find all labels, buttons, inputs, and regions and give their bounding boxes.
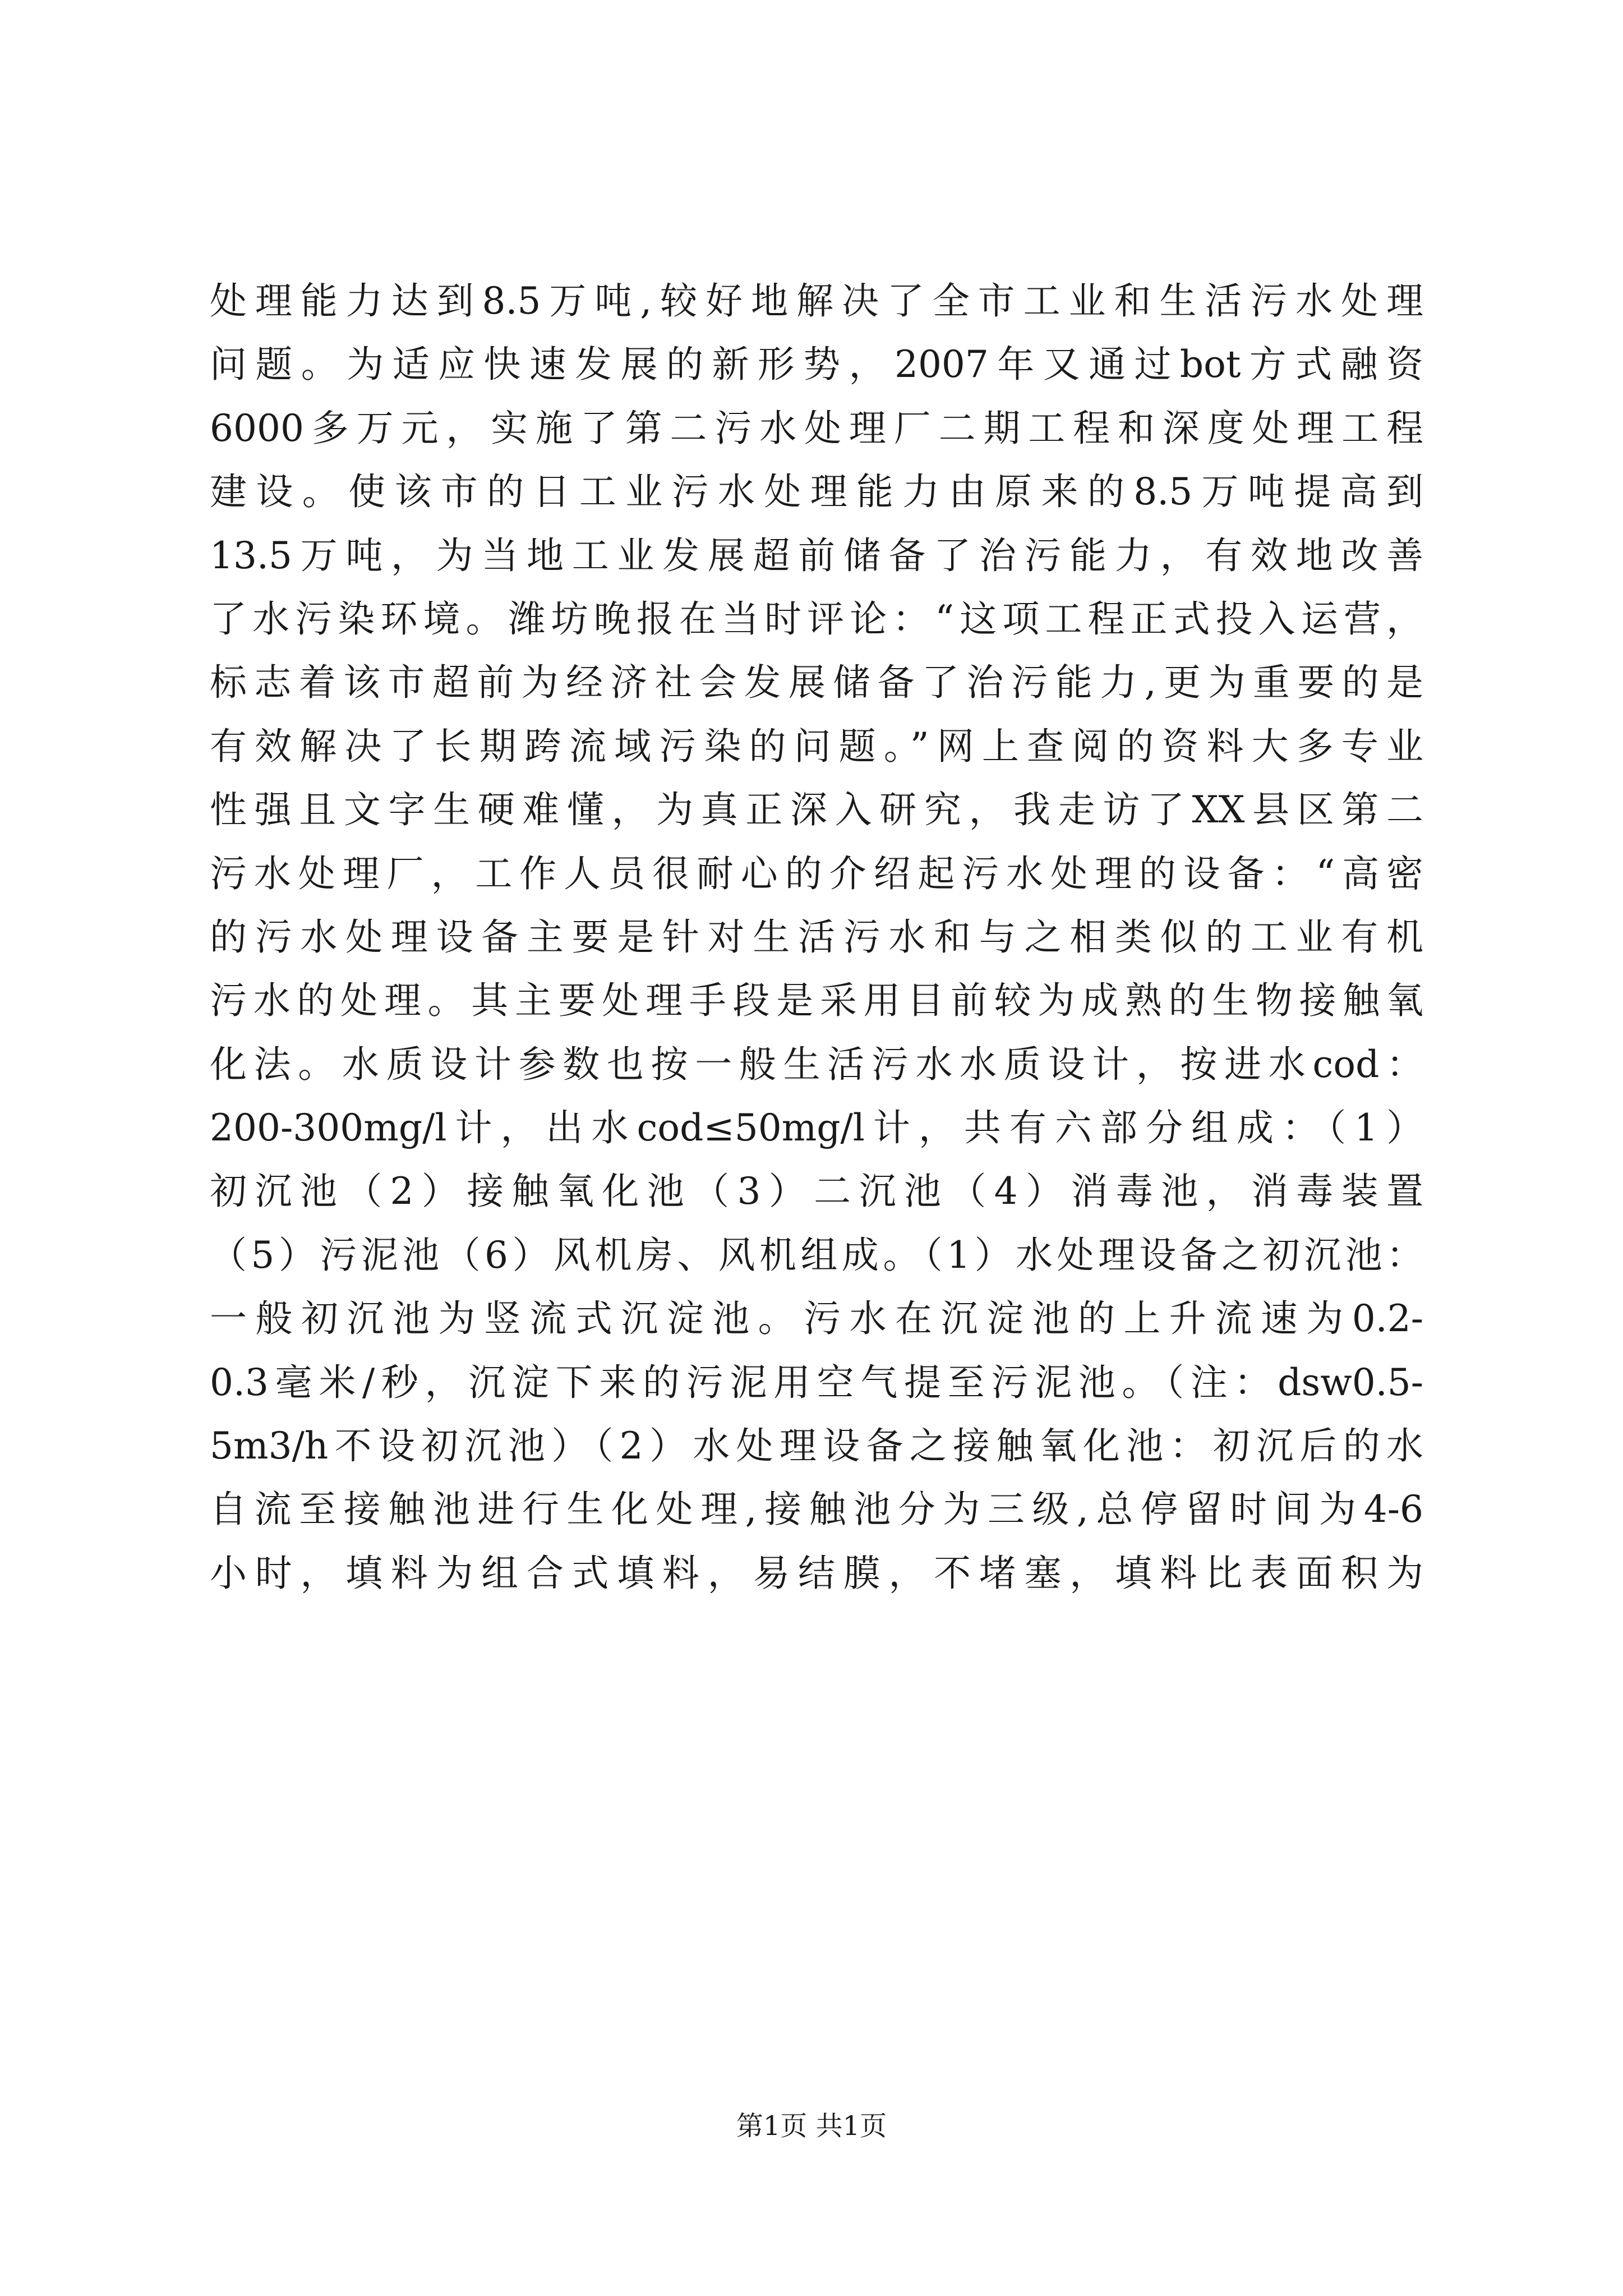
page-number: 第1页 共1页 xyxy=(736,2110,887,2142)
text-line: 0.3毫米/秒，沉淀下来的污泥用空气提至污泥池。（注：dsw0.5- xyxy=(210,1360,1423,1404)
text-line: 化法。水质设计参数也按一般生活污水水质设计，按进水cod： xyxy=(210,1042,1423,1086)
text-line: 自流至接触池进行生化处理,接触池分为三级,总停留时间为4-6 xyxy=(210,1488,1423,1531)
text-line: 污水的处理。其主要处理手段是采用目前较为成熟的生物接触氧 xyxy=(210,979,1423,1023)
text-line: 5m3/h不设初沉池）（2）水处理设备之接触氧化池：初沉后的水 xyxy=(210,1424,1423,1468)
text-line: 有效解决了长期跨流域污染的问题。”网上查阅的资料大多专业 xyxy=(210,724,1423,768)
text-line: 处理能力达到8.5万吨,较好地解决了全市工业和生活污水处理 xyxy=(210,279,1423,323)
text-line: 6000多万元，实施了第二污水处理厂二期工程和深度处理工程 xyxy=(210,406,1423,450)
text-line: （5）污泥池（6）风机房、风机组成。（1）水处理设备之初沉池： xyxy=(210,1233,1423,1277)
text-line: 13.5万吨，为当地工业发展超前储备了治污能力，有效地改善 xyxy=(210,533,1423,577)
text-line: 标志着该市超前为经济社会发展储备了治污能力,更为重要的是 xyxy=(210,661,1423,705)
text-line: 的污水处理设备主要是针对生活污水和与之相类似的工业有机 xyxy=(210,915,1423,959)
text-line: 一般初沉池为竖流式沉淀池。污水在沉淀池的上升流速为0.2- xyxy=(210,1297,1423,1341)
text-line: 初沉池（2）接触氧化池（3）二沉池（4）消毒池，消毒装置 xyxy=(210,1170,1423,1213)
text-line: 性强且文字生硬难懂，为真正深入研究，我走访了XX县区第二 xyxy=(210,788,1423,832)
text-line: 建设。使该市的日工业污水处理能力由原来的8.5万吨提高到 xyxy=(210,470,1423,514)
document-body xyxy=(210,269,1423,1605)
text-line: 了水污染环境。潍坊晚报在当时评论：“这项工程正式投入运营， xyxy=(210,597,1423,641)
text-line: 污水处理厂，工作人员很耐心的介绍起污水处理的设备：“高密 xyxy=(210,852,1423,895)
page-footer xyxy=(0,2108,1623,2144)
text-line: 问题。为适应快速发展的新形势，2007年又通过bot方式融资 xyxy=(210,343,1423,386)
text-line: 小时，填料为组合式填料，易结膜，不堵塞，填料比表面积为 xyxy=(210,1551,1423,1595)
text-line: 200-300mg/l计，出水cod≤50mg/l计，共有六部分组成：（1） xyxy=(210,1106,1423,1150)
